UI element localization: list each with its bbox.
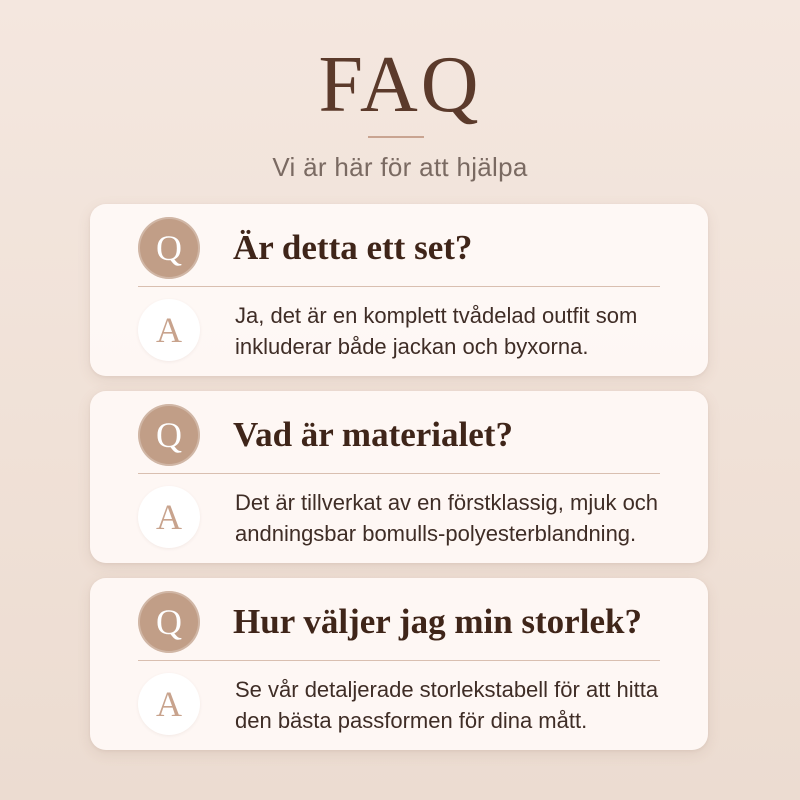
question-text: Är detta ett set?	[233, 228, 473, 267]
question-badge: Q	[138, 591, 200, 653]
answer-text: Se vår detaljerade storlekstabell för att hitta den bästa passformen för dina mått.	[235, 677, 659, 733]
faq-item-2[interactable]	[90, 391, 708, 563]
question-badge: Q	[138, 217, 200, 279]
question-divider	[138, 286, 660, 287]
faq-item-1[interactable]	[90, 204, 708, 376]
answer-badge: A	[138, 299, 200, 361]
title-divider	[368, 136, 424, 138]
question-divider	[138, 660, 660, 661]
answer-text: Ja, det är en komplett tvådelad outfit som inkluderar både jackan och byxorna.	[235, 303, 638, 359]
question-divider	[138, 473, 660, 474]
answer-text: Det är tillverkat av en förstklassig, mjuk och andningsbar bomulls-polyesterblandning.	[235, 490, 659, 546]
page-subtitle: Vi är här för att hjälpa	[272, 152, 528, 182]
question-badge: Q	[138, 404, 200, 466]
page-title: FAQ	[318, 41, 482, 129]
answer-badge: A	[138, 486, 200, 548]
faq-item-3[interactable]	[90, 578, 708, 750]
question-text: Vad är materialet?	[233, 415, 513, 454]
question-text: Hur väljer jag min storlek?	[233, 602, 642, 641]
faq-list	[90, 204, 708, 765]
answer-badge: A	[138, 673, 200, 735]
